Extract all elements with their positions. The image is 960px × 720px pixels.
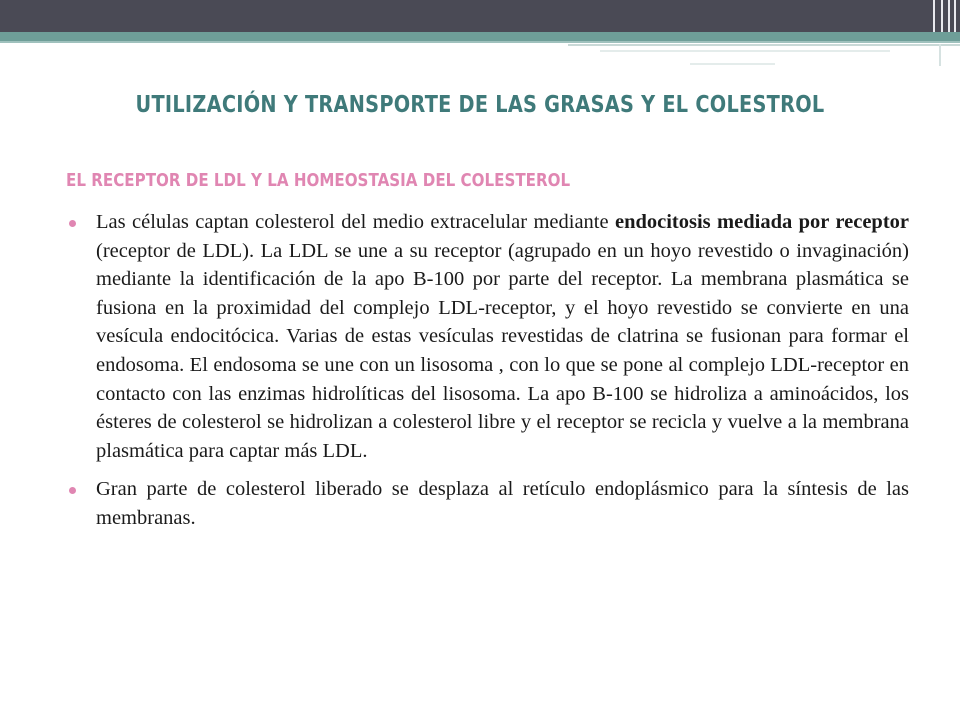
accent-line xyxy=(690,63,775,65)
bullet-text: Gran parte de colesterol liberado se desplaza al retículo endoplásmico para la síntesis de las membranas. xyxy=(96,478,909,529)
bullet-dot-icon xyxy=(69,220,76,227)
teal-band xyxy=(0,32,960,41)
accent-line xyxy=(600,50,890,52)
teal-band-thin xyxy=(0,41,960,43)
accent-line xyxy=(568,44,960,46)
slide-subtitle: EL RECEPTOR DE LDL Y LA HOMEOSTASIA DEL COLESTEROL xyxy=(66,170,571,191)
bullet-text: Las células captan colesterol del medio extracelular mediante xyxy=(96,211,615,233)
slide-title: UTILIZACIÓN Y TRANSPORTE DE LAS GRASAS Y EL COLESTROL xyxy=(135,92,825,118)
bullet-dot-icon xyxy=(69,487,76,494)
bullet-list xyxy=(66,208,909,543)
bullet-text: (receptor de LDL). La LDL se une a su receptor (agrupado en un hoyo revestido o invaginación) mediante la identificación de la apo B-100 por parte del receptor. La membrana plasmática se fusiona en la proximidad del complejo LDL-receptor, y el hoyo revestido se convierte en una vesícula endocitócica. Varias de estas vesículas revestidas de clatrina se fusionan para formar el endosoma. El endosoma se une con un lisosoma , con lo que se pone al complejo LDL-receptor en contacto con las enzimas hidrolíticas del lisosoma. La apo B-100 se hidroliza a aminoácidos, los ésteres de colesterol se hidrolizan a colesterol libre y el receptor se recicla y vuelve a la membrana plasmática para captar más LDL. xyxy=(96,239,909,462)
top-bar xyxy=(0,0,960,32)
bullet-text-bold: endocitosis mediada por receptor xyxy=(614,211,909,233)
bullet-item xyxy=(66,208,909,465)
accent-line-vertical xyxy=(939,44,941,66)
bullet-item xyxy=(66,475,909,532)
